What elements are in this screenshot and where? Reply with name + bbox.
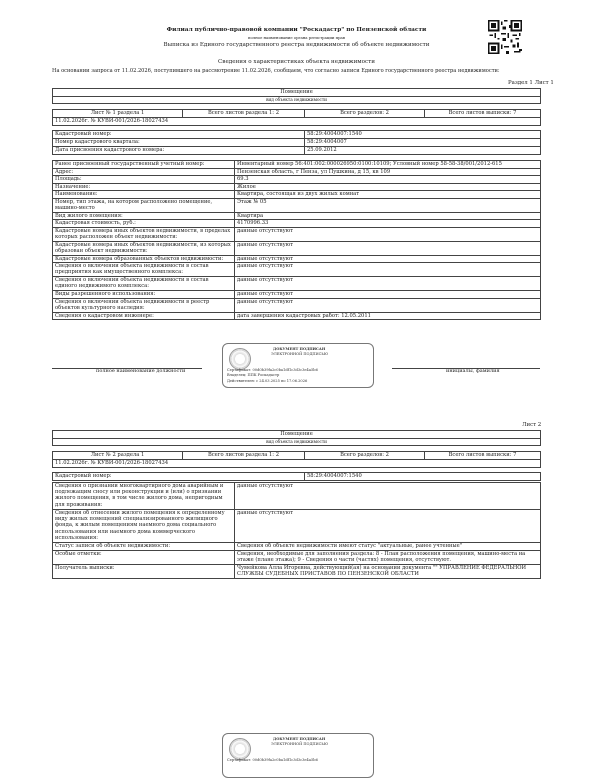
- emblem-icon: [229, 348, 251, 370]
- total-sheets-extract: Всего листов выписки: 7: [425, 110, 541, 118]
- qr-code-icon: [488, 20, 522, 54]
- table-row: Адрес: Пензенская область, г Пенза, ул Пушкина, д 15, кв 109: [53, 168, 541, 176]
- total-sheets-section: Всего листов раздела 1: 2: [183, 110, 305, 118]
- object-type-note-2: вид объекта недвижимости: [53, 439, 541, 446]
- emblem-icon: [229, 738, 251, 760]
- table-row: Дата присвоения кадастрового номера: 25.09.2012: [53, 147, 541, 155]
- table-row: Получатель выписки: Чумейкова Алла Игоревна, действующий(ая) на основании документа "" УПРАВЛЕНИЕ ФЕДЕРАЛЬНОЙ СЛУЖБЫ СУДЕБНЫХ ПРИСТАВОВ ПО ПЕНЗЕНСКОЙ ОБЛАСТИ: [53, 564, 541, 578]
- object-type-note: вид объекта недвижимости: [53, 97, 541, 104]
- org-name: Филиал публично-правовой компании "Роскадастр" по Пензенской области: [166, 27, 427, 33]
- table-row: Статус записи об объекте недвижимости: Сведения об объекте недвижимости имеют статус "актуальные, ранее учтенные": [53, 543, 541, 551]
- table-row: Номер, тип этажа, на котором расположено помещение, машино-место Этаж № 05: [53, 198, 541, 212]
- total-sheets-extract-2: Всего листов выписки: 7: [425, 452, 541, 460]
- sheet-number: Лист № 1 раздела 1: [53, 110, 183, 118]
- document-title: Выписка из Единого государственного реестра недвижимости об объекте недвижимости: [163, 42, 430, 48]
- table-row: Особые отметки: Сведения, необходимые для заполнения раздела: 8 - План расположения помещения, машино-места на этаже (плане этажа); 9 - Сведения о части (частях) помещения, отсутствуют.: [53, 550, 541, 564]
- object-type: Помещение: [53, 89, 541, 97]
- table-row: Сведения о включении объекта недвижимости в состав предприятия как имущественного комплекса: данные отсутствуют: [53, 263, 541, 277]
- section2-main-table: [52, 482, 541, 579]
- doc-number: 11.02.2026г. № КУВИ-001/2026-18027434: [53, 118, 541, 126]
- table-row: Сведения о кадастровом инженере: дата завершения кадастровых работ: 12.05.2011: [53, 312, 541, 320]
- table-row: Сведения о включении объекта недвижимости в состав единого недвижимого комплекса: данные отсутствуют: [53, 277, 541, 291]
- section1-header-table: [52, 88, 541, 155]
- object-type-2: Помещение: [53, 431, 541, 439]
- table-row: Виды разрешенного использования: данные отсутствуют: [53, 291, 541, 299]
- table-row: Кадастровый номер: 58:29:4004007:1540: [53, 131, 541, 139]
- table-row: Кадастровые номера образованных объектов недвижимости: данные отсутствуют: [53, 255, 541, 263]
- table-row: Сведения о признании многоквартирного дома аварийным и подлежащим сносу или реконструкции и (или) о признании жилого помещения, в том числе жилого дома, непригодным для проживания: данные отсутствуют: [53, 483, 541, 510]
- e-signature-stamp-2: ДОКУМЕНТ ПОДПИСАН ЭЛЕКТРОННОЙ ПОДПИСЬЮ Сертификат: 00d0b39fa2c0ba1df1c3d3c3e4a5b6: [222, 733, 374, 778]
- table-row: Назначение: Жилое: [53, 183, 541, 191]
- total-sections: Всего разделов: 2: [305, 110, 425, 118]
- table-row: Кадастровый номер: 58:29:4004007:1540: [53, 473, 541, 481]
- org-note: полное наименование органа регистрации прав: [248, 35, 345, 40]
- position-caption: полное наименование должности: [96, 368, 186, 374]
- doc-number-2: 11.02.2026г. № КУВИ-001/2026-18027434: [53, 460, 541, 468]
- table-row: Номер кадастрового квартала: 58:29:4004007: [53, 139, 541, 147]
- table-row: Кадастровые номера иных объектов недвижимости, из которых образован объект недвижимости: данные отсутствуют: [53, 241, 541, 255]
- table-row: Кадастровая стоимость, руб.: 4170996.33: [53, 220, 541, 228]
- table-row: Сведения об отнесении жилого помещения к определенному виду жилых помещений специализированного жилищного фонда, к жилым помещениям наемного дома социального использования или наемного дома коммерческого использования: данные отсутствуют: [53, 510, 541, 543]
- table-row: Наименование: Квартира, состоящая из двух жилых комнат: [53, 191, 541, 199]
- section-label: Раздел 1 Лист 1: [508, 80, 554, 86]
- table-row: Вид жилого помещения: Квартира: [53, 212, 541, 220]
- section2-header-table: [52, 430, 541, 481]
- table-row: Площадь: 69.3: [53, 176, 541, 184]
- request-basis: На основании запроса от 11.02.2026, поступившего на рассмотрение 11.02.2026, сообщаем, что согласно записи Единого государственного реестра недвижимости:: [52, 68, 500, 74]
- initials-caption: инициалы, фамилия: [446, 368, 500, 374]
- sheet-2-label: Лист 2: [522, 422, 542, 428]
- total-sheets-section-2: Всего листов раздела 1: 2: [183, 452, 305, 460]
- total-sections-2: Всего разделов: 2: [305, 452, 425, 460]
- document-subtitle: Сведения о характеристиках объекта недвижимости: [218, 59, 375, 65]
- table-row: Кадастровые номера иных объектов недвижимости, в пределах которых расположен объект недвижимости: данные отсутствуют: [53, 227, 541, 241]
- table-row: Сведения о включении объекта недвижимости в реестр объектов культурного наследия: данные отсутствуют: [53, 298, 541, 312]
- section1-main-table: [52, 160, 541, 320]
- table-row: Ранее присвоенный государственный учетный номер: Инвентарный номер 56:401:002:000026950:0100:10109; Условный номер 58-58-38/001/2012-615: [53, 161, 541, 169]
- e-signature-stamp: ДОКУМЕНТ ПОДПИСАН ЭЛЕКТРОННОЙ ПОДПИСЬЮ Сертификат: 00d0b39fa2c0ba1df1c3d3c3e4a5b6 Владелец: ППК Роскадастр Действителен: с 24.03.2025 по 17.06.2026: [222, 343, 374, 388]
- sheet-number-2: Лист № 2 раздела 1: [53, 452, 183, 460]
